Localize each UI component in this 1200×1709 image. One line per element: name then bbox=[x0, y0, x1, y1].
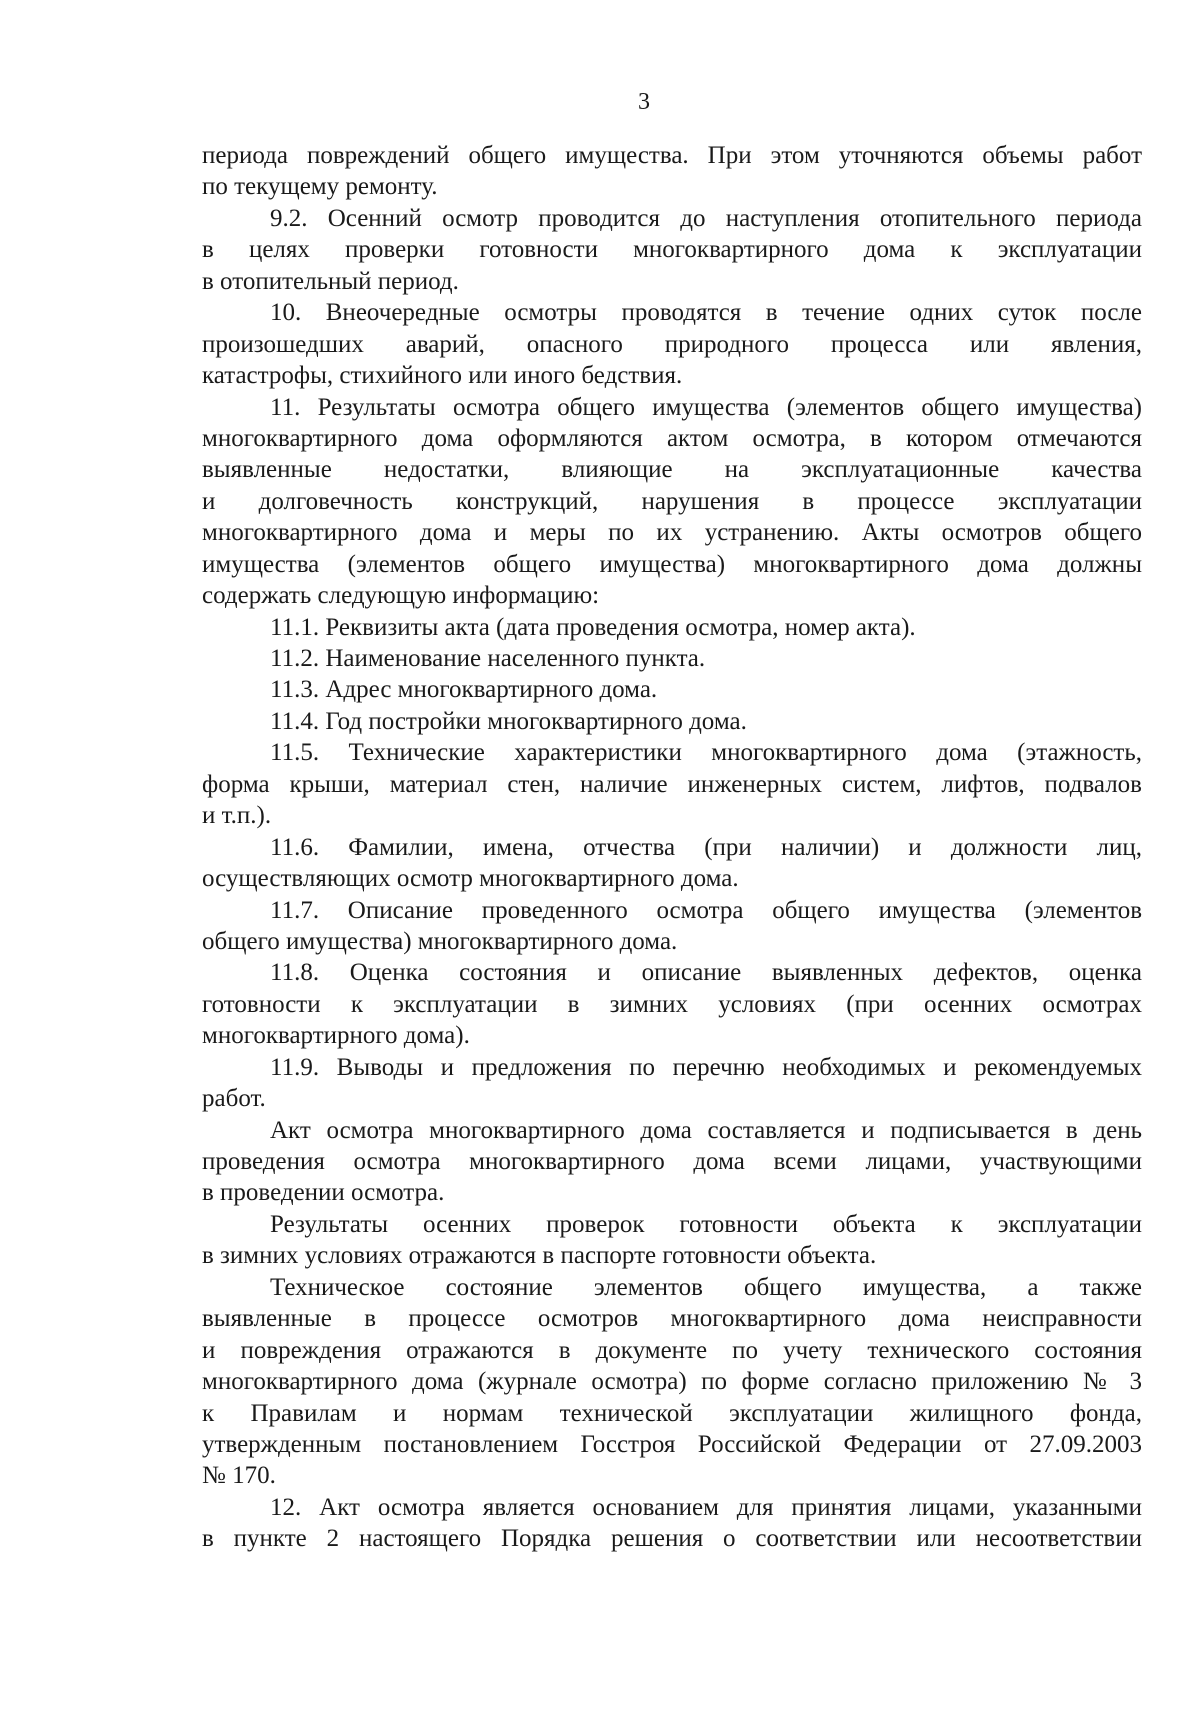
text-line: 10. Внеочередные осмотры проводятся в течение одних суток после bbox=[270, 299, 1142, 327]
text-line: многоквартирного дома и меры по их устранению. Акты осмотров общего bbox=[202, 519, 1142, 547]
text-line: Техническое состояние элементов общего имущества, а также bbox=[270, 1273, 1142, 1301]
text-line: к Правилам и нормам технической эксплуатации жилищного фонда, bbox=[202, 1399, 1142, 1427]
text-line: 11.3. Адрес многоквартирного дома. bbox=[270, 676, 658, 704]
text-line: многоквартирного дома (журнале осмотра) по форме согласно приложению № 3 bbox=[202, 1368, 1142, 1396]
text-line: в проведении осмотра. bbox=[202, 1179, 445, 1207]
body-text bbox=[202, 140, 1142, 1555]
text-line: Акт осмотра многоквартирного дома составляется и подписывается в день bbox=[270, 1116, 1142, 1144]
text-line: периода повреждений общего имущества. При этом уточняются объемы работ bbox=[202, 142, 1142, 169]
text-line: 11.7. Описание проведенного осмотра общего имущества (элементов bbox=[270, 896, 1142, 924]
text-line: произошедших аварий, опасного природного процесса или явления, bbox=[202, 330, 1142, 358]
text-line: и т.п.). bbox=[202, 802, 272, 830]
text-line: утвержденным постановлением Госстроя Российской Федерации от 27.09.2003 bbox=[202, 1430, 1142, 1458]
text-line: выявленные в процессе осмотров многоквартирного дома неисправности bbox=[202, 1305, 1142, 1333]
text-line: содержать следующую информацию: bbox=[202, 582, 600, 610]
text-line: 11.6. Фамилии, имена, отчества (при наличии) и должности лиц, bbox=[270, 833, 1142, 861]
text-line: многоквартирного дома оформляются актом осмотра, в котором отмечаются bbox=[202, 424, 1142, 452]
text-line: № 170. bbox=[202, 1462, 276, 1490]
text-line: проведения осмотра многоквартирного дома всеми лицами, участвующими bbox=[202, 1148, 1142, 1175]
text-line: 11.1. Реквизиты акта (дата проведения осмотра, номер акта). bbox=[270, 613, 916, 641]
text-line: в отопительный период. bbox=[202, 267, 459, 295]
text-line: имущества (элементов общего имущества) многоквартирного дома должны bbox=[202, 550, 1142, 578]
text-line: 9.2. Осенний осмотр проводится до наступления отопительного периода bbox=[270, 204, 1142, 232]
text-line: и долговечность конструкций, нарушения в процессе эксплуатации bbox=[202, 487, 1142, 515]
page-number: 3 bbox=[638, 89, 650, 115]
text-line: многоквартирного дома). bbox=[202, 1022, 470, 1050]
text-line: осуществляющих осмотр многоквартирного дома. bbox=[202, 865, 739, 893]
text-line: выявленные недостатки, влияющие на эксплуатационные качества bbox=[202, 456, 1142, 484]
text-line: 11.9. Выводы и предложения по перечню необходимых и рекомендуемых bbox=[270, 1053, 1142, 1081]
text-line: 11. Результаты осмотра общего имущества (элементов общего имущества) bbox=[270, 393, 1142, 421]
text-line: 11.4. Год постройки многоквартирного дома. bbox=[270, 707, 747, 735]
text-line: готовности к эксплуатации в зимних условиях (при осенних осмотрах bbox=[202, 990, 1142, 1018]
text-line: 11.8. Оценка состояния и описание выявленных дефектов, оценка bbox=[270, 959, 1142, 987]
text-line: в зимних условиях отражаются в паспорте готовности объекта. bbox=[202, 1242, 877, 1270]
text-line: в пункте 2 настоящего Порядка решения о соответствии или несоответствии bbox=[202, 1525, 1142, 1553]
text-line: катастрофы, стихийного или иного бедствия. bbox=[202, 362, 683, 390]
text-line: общего имущества) многоквартирного дома. bbox=[202, 927, 678, 955]
text-line: форма крыши, материал стен, наличие инженерных систем, лифтов, подвалов bbox=[202, 770, 1142, 798]
text-line: работ. bbox=[202, 1085, 266, 1113]
text-line: в целях проверки готовности многоквартирного дома к эксплуатации bbox=[202, 236, 1142, 264]
text-line: Результаты осенних проверок готовности объекта к эксплуатации bbox=[270, 1210, 1142, 1238]
text-line: 11.5. Технические характеристики многоквартирного дома (этажность, bbox=[270, 739, 1142, 767]
text-line: по текущему ремонту. bbox=[202, 173, 438, 201]
text-line: 12. Акт осмотра является основанием для принятия лицами, указанными bbox=[270, 1493, 1142, 1521]
text-line: 11.2. Наименование населенного пункта. bbox=[270, 645, 706, 672]
text-line: и повреждения отражаются в документе по учету технического состояния bbox=[202, 1336, 1142, 1364]
